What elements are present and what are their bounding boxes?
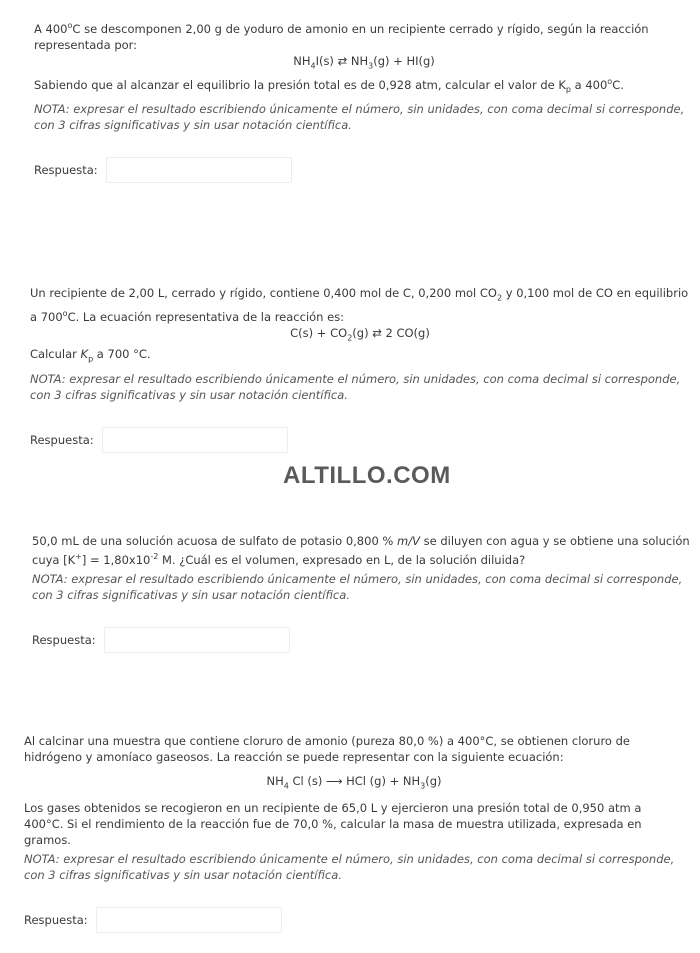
question-1-equation: $NH_4I(s)$ ⇄ $NH_3(g) + HI(g)$ bbox=[293, 53, 435, 71]
watermark: ALTILLO.COM bbox=[283, 462, 451, 489]
question-2-answer-input[interactable] bbox=[102, 427, 288, 453]
question-1-task: Sabiendo que al alcanzar el equilibrio la presión total es de 0,928 atm, calcular el valor de $K_p$ a 400$^o$C. bbox=[34, 77, 624, 95]
question-1-note: NOTA: expresar el resultado escribiendo únicamente el número, sin unidades, con coma decimal si corresponde, con 3 cifras significativas y sin usar notación científica. bbox=[34, 102, 685, 133]
question-1 bbox=[34, 18, 694, 183]
answer-label: Respuesta: bbox=[30, 432, 94, 447]
question-4-note: NOTA: expresar el resultado escribiendo únicamente el número, sin unidades, con coma decimal si corresponde, con 3 cifras significativas y sin usar notación científica. bbox=[24, 852, 675, 883]
answer-label: Respuesta: bbox=[32, 632, 96, 647]
question-1-answer-row bbox=[34, 157, 694, 183]
question-4-answer-row bbox=[24, 907, 684, 933]
question-2-equation: $C(s) + CO_2(g)$ ⇄ 2 CO(g) bbox=[290, 326, 430, 343]
question-1-statement: A 400$^o$C se descomponen 2,00 g de yoduro de amonio en un recipiente cerrado y rígido, según la reacción representada por: bbox=[34, 21, 649, 52]
question-3-answer-row bbox=[32, 627, 692, 653]
question-4 bbox=[24, 733, 684, 933]
question-3-statement: 50,0 mL de una solución acuosa de sulfato de potasio 0,800 % m/V se diluyen con agua y se obtiene una solución cuya $[K^+] = 1,80x10^{-2}$ M. ¿Cuál es el volumen, expresado en L, de la solución diluida? bbox=[32, 534, 690, 567]
question-2-task: Calcular $K_p$ a 700 °C. bbox=[30, 347, 151, 364]
question-1-answer-input[interactable] bbox=[106, 157, 292, 183]
question-4-task: Los gases obtenidos se recogieron en un recipiente de 65,0 L y ejercieron una presión total de 0,950 atm a 400°C. Si el rendimiento de la reacción fue de 70,0 %, calcular la masa de muestra utilizada, expresada en gramos. bbox=[24, 801, 642, 848]
answer-label: Respuesta: bbox=[24, 913, 88, 928]
question-2-statement: Un recipiente de 2,00 L, cerrado y rígido, contiene 0,400 mol de C, 0,200 mol $CO_2$ y 0,100 mol de CO en equilibrio a 700$^o$C. La ecuación representativa de la reacción es: bbox=[30, 286, 689, 325]
question-3 bbox=[32, 533, 692, 653]
question-4-answer-input[interactable] bbox=[96, 907, 282, 933]
question-2 bbox=[30, 285, 690, 453]
question-4-statement: Al calcinar una muestra que contiene cloruro de amonio (pureza 80,0 %) a 400°C, se obtienen cloruro de hidrógeno y amoníaco gaseosos. La reacción se puede representar con la siguiente ecuación: bbox=[24, 734, 630, 764]
question-4-equation: $NH_4$ Cl (s) ⟶ HCl $(g) + NH_3(g)$ bbox=[266, 774, 442, 791]
question-3-answer-input[interactable] bbox=[104, 627, 290, 653]
answer-label: Respuesta: bbox=[34, 163, 98, 178]
question-2-answer-row bbox=[30, 427, 690, 453]
question-3-note: NOTA: expresar el resultado escribiendo únicamente el número, sin unidades, con coma decimal si corresponde, con 3 cifras significativas y sin usar notación científica. bbox=[32, 571, 683, 602]
question-2-note: NOTA: expresar el resultado escribiendo únicamente el número, sin unidades, con coma decimal si corresponde, con 3 cifras significativas y sin usar notación científica. bbox=[30, 371, 681, 402]
